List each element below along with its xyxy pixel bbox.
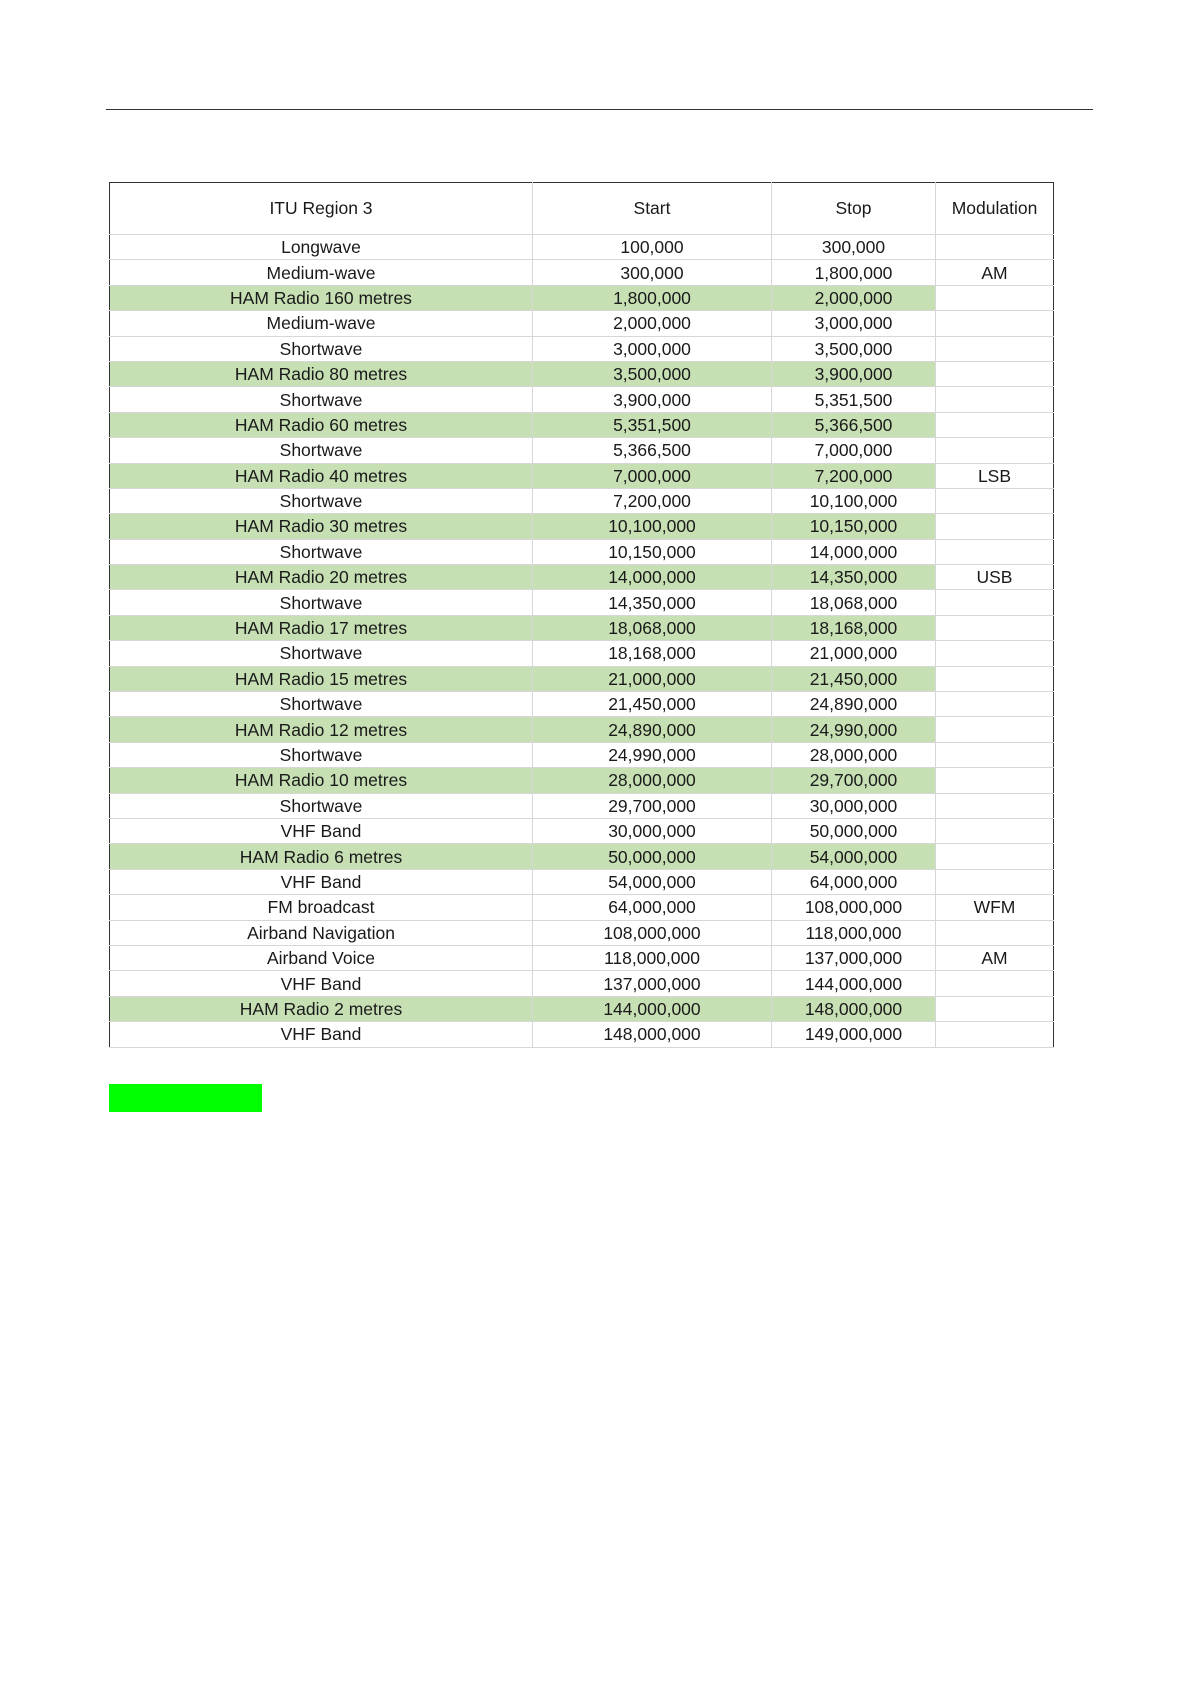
cell-band: Shortwave [110,336,533,361]
cell-band: HAM Radio 40 metres [110,463,533,488]
cell-start: 300,000 [533,260,772,285]
cell-stop: 149,000,000 [772,1022,936,1047]
cell-band: HAM Radio 15 metres [110,666,533,691]
table-row [110,768,1054,793]
table-row [110,387,1054,412]
table-row [110,412,1054,437]
cell-start: 3,900,000 [533,387,772,412]
cell-start: 137,000,000 [533,971,772,996]
cell-start: 18,068,000 [533,615,772,640]
cell-band: FM broadcast [110,895,533,920]
cell-modulation [936,742,1054,767]
cell-modulation [936,869,1054,894]
table-row [110,361,1054,386]
table-row [110,869,1054,894]
cell-start: 54,000,000 [533,869,772,894]
table-row [110,920,1054,945]
column-header-stop: Stop [772,183,936,235]
cell-start: 5,351,500 [533,412,772,437]
table-row [110,336,1054,361]
table-row [110,285,1054,310]
cell-start: 1,800,000 [533,285,772,310]
cell-band: HAM Radio 17 metres [110,615,533,640]
cell-start: 3,500,000 [533,361,772,386]
cell-modulation [936,488,1054,513]
table-row [110,1022,1054,1047]
cell-stop: 24,890,000 [772,692,936,717]
table-row [110,565,1054,590]
cell-stop: 3,500,000 [772,336,936,361]
cell-band: VHF Band [110,1022,533,1047]
cell-start: 5,366,500 [533,438,772,463]
cell-stop: 108,000,000 [772,895,936,920]
cell-modulation [936,590,1054,615]
cell-band: HAM Radio 60 metres [110,412,533,437]
cell-modulation [936,539,1054,564]
cell-band: VHF Band [110,869,533,894]
table-row [110,438,1054,463]
cell-modulation [936,285,1054,310]
cell-band: Shortwave [110,387,533,412]
table-row [110,945,1054,970]
cell-start: 2,000,000 [533,311,772,336]
frequency-band-table [109,182,1054,1048]
cell-modulation [936,844,1054,869]
cell-stop: 144,000,000 [772,971,936,996]
table-row [110,539,1054,564]
table-row [110,311,1054,336]
cell-modulation [936,311,1054,336]
cell-modulation [936,514,1054,539]
cell-modulation [936,1022,1054,1047]
cell-start: 24,890,000 [533,717,772,742]
cell-stop: 18,168,000 [772,615,936,640]
cell-start: 10,100,000 [533,514,772,539]
table-row [110,818,1054,843]
cell-band: HAM Radio 12 metres [110,717,533,742]
cell-band: VHF Band [110,818,533,843]
cell-start: 14,000,000 [533,565,772,590]
cell-stop: 64,000,000 [772,869,936,894]
cell-stop: 3,000,000 [772,311,936,336]
cell-band: Airband Voice [110,945,533,970]
cell-band: Medium-wave [110,311,533,336]
cell-stop: 5,351,500 [772,387,936,412]
cell-start: 64,000,000 [533,895,772,920]
cell-band: HAM Radio 10 metres [110,768,533,793]
table-row [110,844,1054,869]
cell-stop: 21,000,000 [772,641,936,666]
table-row [110,666,1054,691]
cell-stop: 7,000,000 [772,438,936,463]
cell-stop: 1,800,000 [772,260,936,285]
cell-band: Shortwave [110,539,533,564]
cell-band: HAM Radio 20 metres [110,565,533,590]
cell-modulation [936,818,1054,843]
cell-stop: 54,000,000 [772,844,936,869]
cell-start: 144,000,000 [533,996,772,1021]
cell-modulation [936,768,1054,793]
cell-stop: 3,900,000 [772,361,936,386]
cell-band: Medium-wave [110,260,533,285]
cell-start: 3,000,000 [533,336,772,361]
cell-modulation [936,666,1054,691]
cell-start: 10,150,000 [533,539,772,564]
cell-start: 50,000,000 [533,844,772,869]
cell-start: 28,000,000 [533,768,772,793]
cell-modulation [936,438,1054,463]
cell-modulation: LSB [936,463,1054,488]
cell-stop: 10,150,000 [772,514,936,539]
cell-stop: 10,100,000 [772,488,936,513]
column-header-start: Start [533,183,772,235]
table-header-row [110,183,1054,235]
cell-modulation [936,336,1054,361]
cell-modulation [936,793,1054,818]
cell-stop: 137,000,000 [772,945,936,970]
cell-stop: 14,000,000 [772,539,936,564]
table-row [110,463,1054,488]
cell-band: HAM Radio 6 metres [110,844,533,869]
table-row [110,235,1054,260]
cell-stop: 118,000,000 [772,920,936,945]
cell-stop: 29,700,000 [772,768,936,793]
table-row [110,514,1054,539]
cell-modulation: AM [936,945,1054,970]
cell-start: 7,000,000 [533,463,772,488]
cell-band: HAM Radio 2 metres [110,996,533,1021]
cell-modulation [936,412,1054,437]
legend-color-swatch [109,1084,262,1112]
cell-modulation [936,920,1054,945]
table-row [110,971,1054,996]
cell-start: 148,000,000 [533,1022,772,1047]
table-row [110,590,1054,615]
column-header-region: ITU Region 3 [110,183,533,235]
cell-modulation [936,996,1054,1021]
cell-stop: 30,000,000 [772,793,936,818]
cell-band: Shortwave [110,742,533,767]
cell-stop: 18,068,000 [772,590,936,615]
cell-band: VHF Band [110,971,533,996]
cell-band: HAM Radio 30 metres [110,514,533,539]
cell-start: 14,350,000 [533,590,772,615]
cell-modulation [936,615,1054,640]
cell-modulation [936,692,1054,717]
cell-band: Longwave [110,235,533,260]
cell-start: 21,000,000 [533,666,772,691]
table-row [110,641,1054,666]
table-row [110,488,1054,513]
cell-modulation: AM [936,260,1054,285]
cell-band: Shortwave [110,793,533,818]
cell-stop: 300,000 [772,235,936,260]
cell-stop: 50,000,000 [772,818,936,843]
cell-band: Shortwave [110,438,533,463]
cell-stop: 24,990,000 [772,717,936,742]
table-row [110,895,1054,920]
cell-modulation [936,387,1054,412]
cell-modulation [936,971,1054,996]
cell-modulation: WFM [936,895,1054,920]
cell-stop: 5,366,500 [772,412,936,437]
cell-stop: 14,350,000 [772,565,936,590]
table-row [110,615,1054,640]
cell-stop: 7,200,000 [772,463,936,488]
cell-start: 24,990,000 [533,742,772,767]
cell-start: 108,000,000 [533,920,772,945]
table-body [110,235,1054,1048]
cell-modulation [936,641,1054,666]
table-row [110,692,1054,717]
cell-start: 100,000 [533,235,772,260]
cell-band: HAM Radio 160 metres [110,285,533,310]
cell-modulation [936,235,1054,260]
cell-start: 7,200,000 [533,488,772,513]
cell-modulation [936,361,1054,386]
cell-band: Shortwave [110,590,533,615]
cell-band: Shortwave [110,641,533,666]
table-row [110,717,1054,742]
cell-band: HAM Radio 80 metres [110,361,533,386]
cell-modulation: USB [936,565,1054,590]
cell-band: Shortwave [110,488,533,513]
column-header-modulation: Modulation [936,183,1054,235]
table-row [110,793,1054,818]
cell-start: 30,000,000 [533,818,772,843]
cell-start: 118,000,000 [533,945,772,970]
cell-modulation [936,717,1054,742]
cell-band: Airband Navigation [110,920,533,945]
cell-band: Shortwave [110,692,533,717]
cell-stop: 2,000,000 [772,285,936,310]
cell-start: 21,450,000 [533,692,772,717]
table-row [110,996,1054,1021]
table-row [110,260,1054,285]
header-rule [106,109,1093,110]
cell-start: 29,700,000 [533,793,772,818]
cell-stop: 21,450,000 [772,666,936,691]
cell-stop: 28,000,000 [772,742,936,767]
cell-start: 18,168,000 [533,641,772,666]
table-row [110,742,1054,767]
cell-stop: 148,000,000 [772,996,936,1021]
